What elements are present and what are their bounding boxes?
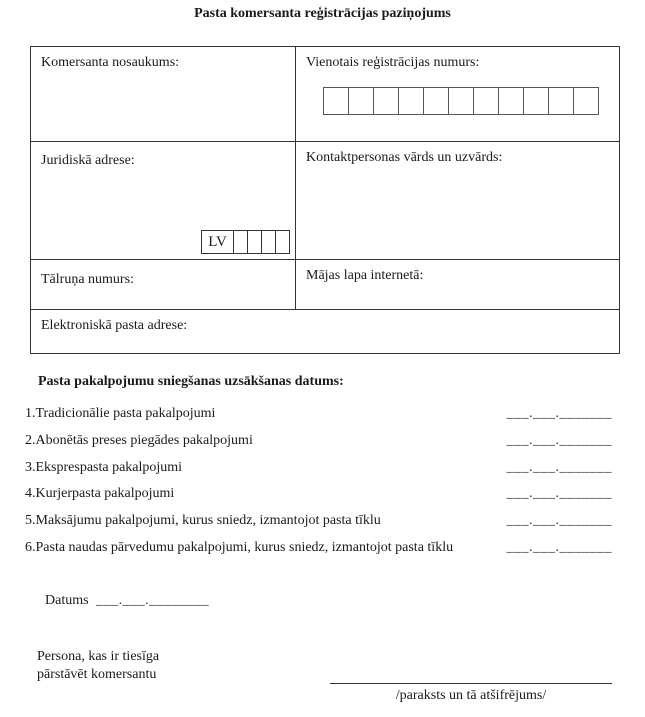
signature-line[interactable] (330, 663, 612, 684)
merchant-name-label: Komersanta nosaukums: (41, 55, 180, 70)
signer-line1: Persona, kas ir tiesīga (37, 649, 160, 664)
phone-cell[interactable] (31, 260, 296, 309)
reg-number-digit-box[interactable] (473, 87, 499, 115)
reg-number-digit-box[interactable] (423, 87, 449, 115)
page-title: Pasta komersanta reģistrācijas paziņojums (194, 6, 451, 21)
email-label: Elektroniskā pasta adrese: (41, 318, 188, 333)
service-label: 6.Pasta naudas pārvedumu pakalpojumi, kurus sniedz, izmantojot pasta tīklu (25, 539, 454, 555)
service-row (25, 433, 612, 460)
reg-number-digit-box[interactable] (523, 87, 549, 115)
legal-address-cell[interactable] (31, 142, 296, 259)
table-row (31, 309, 619, 353)
service-row (25, 540, 612, 567)
website-label: Mājas lapa internetā: (306, 268, 424, 283)
website-cell[interactable] (296, 260, 619, 309)
postal-code-digit-box[interactable] (275, 230, 290, 254)
datums-date-blank[interactable]: ___.___.________ (96, 593, 210, 608)
reg-number-cell (296, 47, 619, 141)
service-row (25, 513, 612, 540)
service-label: 2.Abonētās preses piegādes pakalpojumi (25, 432, 253, 448)
service-date-blank[interactable]: ___.___._______ (506, 513, 612, 529)
contact-person-cell[interactable] (296, 142, 619, 259)
reg-number-label: Vienotais reģistrācijas numurs: (306, 55, 480, 70)
service-date-blank[interactable]: ___.___._______ (506, 486, 612, 502)
datums-row (45, 593, 209, 609)
service-date-blank[interactable]: ___.___._______ (506, 459, 612, 475)
service-row (25, 406, 612, 433)
service-date-blank[interactable]: ___.___._______ (506, 406, 612, 421)
reg-number-digit-box[interactable] (448, 87, 474, 115)
service-date-blank[interactable]: ___.___._______ (506, 432, 612, 448)
reg-number-digit-box[interactable] (498, 87, 524, 115)
legal-address-label: Juridiskā adrese: (41, 153, 135, 168)
service-row (25, 486, 612, 513)
services-list (25, 406, 612, 567)
reg-number-digit-box[interactable] (573, 87, 599, 115)
merchant-name-cell[interactable] (31, 47, 296, 141)
table-row (31, 47, 619, 141)
table-row (31, 141, 619, 259)
postal-code-digit-box[interactable] (233, 230, 248, 254)
service-row (25, 460, 612, 487)
reg-number-digit-box[interactable] (548, 87, 574, 115)
contact-person-label: Kontaktpersonas vārds un uzvārds: (306, 150, 503, 165)
signer-line2: pārstāvēt komersantu (37, 666, 157, 682)
service-label: 3.Eksprespasta pakalpojumi (25, 459, 183, 475)
service-date-blank[interactable]: ___.___._______ (506, 539, 612, 555)
signature-caption: /paraksts un tā atšifrējums/ (395, 688, 547, 703)
reg-number-digit-box[interactable] (348, 87, 374, 115)
reg-number-digit-box[interactable] (323, 87, 349, 115)
table-row (31, 259, 619, 309)
postal-code-boxes (234, 230, 290, 254)
postal-code-prefix: LV (201, 230, 234, 254)
phone-label: Tālruņa numurs: (41, 272, 134, 287)
signer-block (37, 648, 159, 683)
service-label: 4.Kurjerpasta pakalpojumi (25, 486, 175, 502)
services-heading: Pasta pakalpojumu sniegšanas uzsākšanas datums: (38, 374, 344, 389)
service-label: 5.Maksājumu pakalpojumi, kurus sniedz, izmantojot pasta tīklu (25, 513, 381, 529)
reg-number-digit-box[interactable] (398, 87, 424, 115)
service-label: 1.Tradicionālie pasta pakalpojumi (25, 406, 216, 421)
postal-code-digit-box[interactable] (261, 230, 276, 254)
datums-label: Datums (45, 593, 89, 608)
postal-code-digit-box[interactable] (247, 230, 262, 254)
reg-number-boxes (323, 87, 609, 115)
reg-number-digit-box[interactable] (373, 87, 399, 115)
registration-table (30, 46, 620, 354)
email-cell[interactable] (31, 310, 619, 353)
postal-code-group (201, 230, 290, 254)
